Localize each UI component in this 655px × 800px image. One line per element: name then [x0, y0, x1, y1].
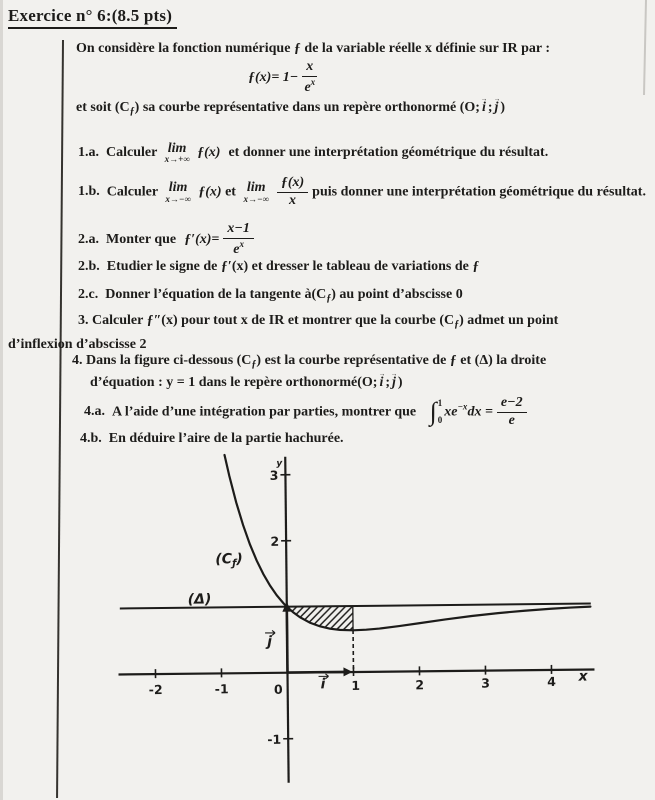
limit-block: lim x→+∞: [164, 141, 190, 165]
fraction: $\frac{ƒ(x)}{x}$: [277, 176, 308, 208]
question-2b: 2.b. Etudier le signe de ƒ′(x) et dresser le tableau de variations de ƒ: [78, 259, 480, 274]
vector-j: j →: [493, 93, 501, 115]
question-4-line-1: 4. Dans la figure ci-dessous $(C_ƒ)$ est la courbe représentative de ƒ et (Δ) la droite: [72, 353, 547, 370]
question-1b: 1.b. Calculer lim x→−∞ ƒ(x) et lim x→−∞ $\frac{ƒ(x)}{x}$ puis donner une interprétation géométrique du résultat.: [78, 175, 646, 208]
i-label: i: [320, 676, 326, 693]
scan-edge-right: [643, 0, 647, 95]
fraction: $\frac{x}{e^x}$: [302, 60, 317, 95]
function-definition-formula: ƒ(x)= 1− $\frac{x}{e^x}$: [248, 60, 321, 95]
x-tick-label: 4: [547, 673, 557, 689]
x-tick-label: 3: [481, 675, 491, 691]
fraction: $\frac{e-2}{e}$: [497, 396, 527, 428]
limit-block: lim x→−∞: [165, 180, 191, 204]
vector-arrow-icon: →: [378, 368, 386, 378]
limit-block: lim x→−∞: [243, 180, 269, 204]
figure-svg: [106, 449, 604, 800]
y-tick-label: 2: [270, 533, 280, 549]
i-vector-arrowhead: [343, 667, 352, 676]
vector-j: j →: [391, 368, 398, 390]
delta-label: (Δ): [187, 591, 212, 608]
y-axis-label: y: [276, 458, 283, 469]
fraction: $\frac{x-1}{e^x}$: [223, 222, 253, 257]
x-axis: [119, 669, 595, 674]
x-tick-label: 1: [351, 677, 361, 694]
question-4a: 4.a. A l’aide d’une intégration par parties, montrer que ∫ 1 0 $xe^{-x}dx$ = $\frac{e-2}{e}$: [84, 396, 531, 428]
question-2a: 2.a. Monter que ƒ′(x)= $\frac{x-1}{e^x}$: [78, 222, 258, 257]
scan-edge-left: [0, 0, 3, 800]
j-vector: [287, 611, 288, 672]
vector-i: i →: [481, 93, 488, 115]
question-4b: 4.b. En déduire l’aire de la partie hachurée.: [80, 431, 344, 446]
x-tick-label: 2: [415, 677, 425, 693]
question-3-line-2: d’inflexion d’abscisse 2: [8, 337, 147, 352]
intro-line-1: On considère la fonction numérique ƒ de la variable réelle x définie sur IR par :: [76, 41, 551, 56]
origin-label: 0: [273, 681, 283, 697]
i-vector: [287, 672, 344, 673]
y-tick-label: 3: [269, 467, 279, 483]
question-4-line-2: d’équation : y = 1 dans le repère orthonormé(O; i → ; j → ): [90, 368, 403, 390]
question-2c: 2.c. Donner l’équation de la tangente $à(C_ƒ)$ au point d’abscisse 0: [78, 287, 463, 304]
x-axis-label: x: [578, 668, 588, 685]
j-label: j: [267, 633, 273, 650]
vector-arrow-icon: →: [493, 93, 501, 103]
intro-line-2: et soit $(C_ƒ)$ sa courbe représentative dans un repère orthonormé (O; i → ; j → ): [76, 93, 506, 117]
vector-arrow-icon: →: [391, 368, 398, 378]
question-1a: 1.a. Calculer lim x→+∞ ƒ(x) et donner une interprétation géométrique du résultat.: [78, 141, 549, 165]
question-3-line-1: 3. Calculer ƒ″(x) pour tout x de IR et montrer que la courbe $(C_ƒ)$ admet un point: [78, 313, 559, 330]
margin-bracket-line: [56, 40, 64, 798]
vector-i: i →: [378, 368, 386, 390]
figure-graph: [106, 449, 604, 800]
curve-label: $(C_ƒ)$: [215, 551, 243, 570]
exercise-title: Exercice n° 6:(8.5 pts): [8, 6, 177, 29]
x-tick-label: -1: [214, 681, 229, 697]
y-tick-label: -1: [267, 731, 282, 747]
integral-block: ∫ 1 0: [429, 397, 443, 427]
vector-arrow-icon: →: [481, 93, 488, 103]
x-tick-label: -2: [148, 682, 163, 698]
